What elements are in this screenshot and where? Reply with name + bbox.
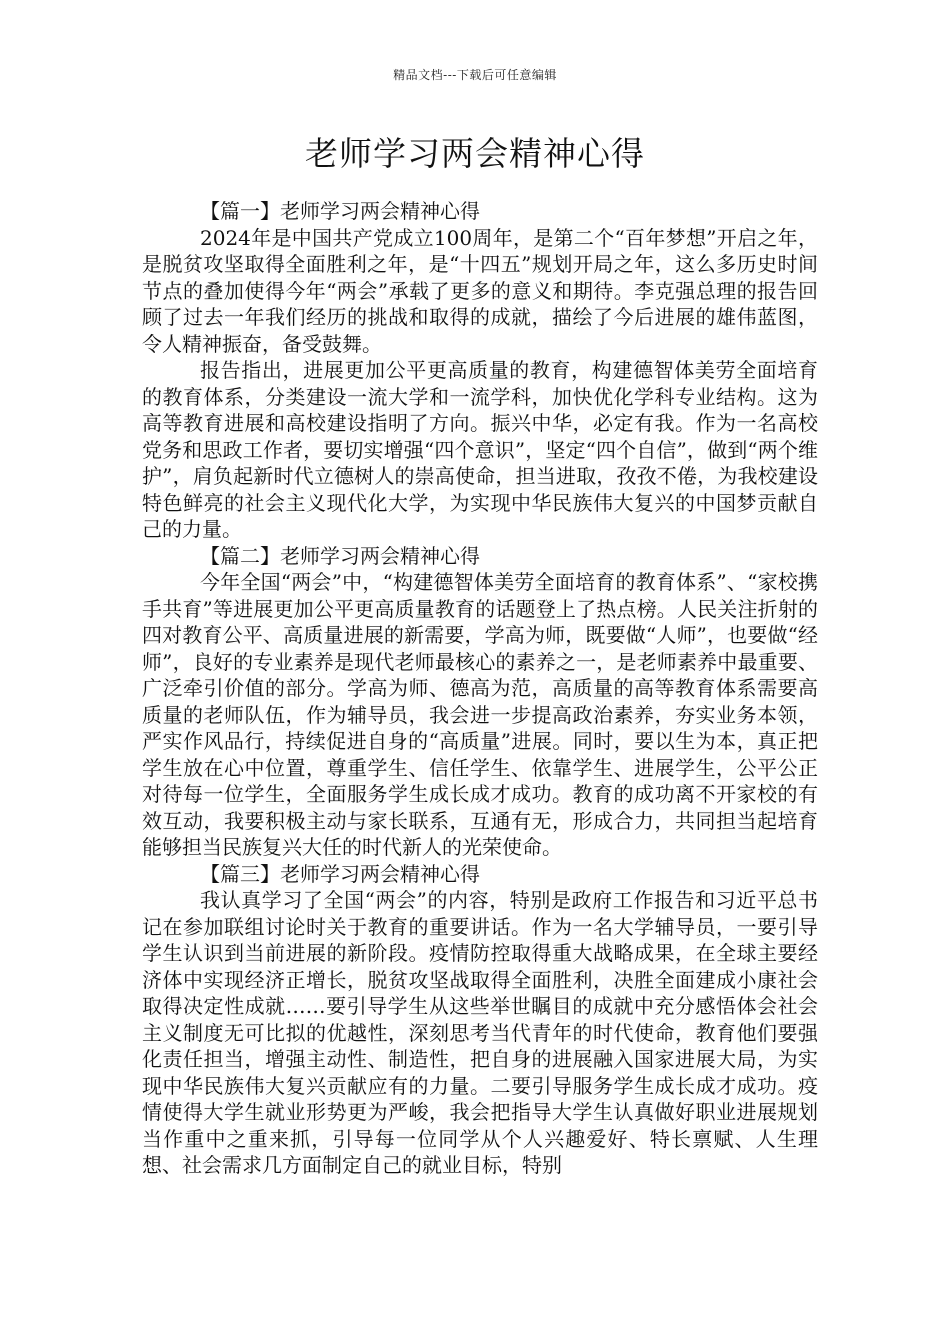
section-heading-3: 【篇三】老师学习两会精神心得 <box>200 861 480 886</box>
section-heading-1: 【篇一】老师学习两会精神心得 <box>200 199 480 223</box>
section-heading-2: 【篇二】老师学习两会精神心得 <box>200 543 480 568</box>
paragraph: 2024年是中国共产党成立100周年，是第二个“百年梦想”开启之年，是脱贫攻坚取得全面胜利之年，是“十四五”规划开局之年，这么多历史时间节点的叠加使得今年“两会”承载了更多的意义和期待。李克强总理的报告回顾了过去一年我们经历的挑战和取得的成就，描绘了今后进展的雄伟蓝图，令人精神振奋，备受鼓舞。 <box>142 225 818 356</box>
running-header: 精品文档---下载后可任意编辑 <box>393 68 557 82</box>
document-body <box>142 198 818 1179</box>
document-title: 老师学习两会精神心得 <box>305 134 645 173</box>
paragraph: 今年全国“两会”中，“构建德智体美劳全面培育的教育体系”、“家校携手共育”等进展更加公平更高质量教育的话题登上了热点榜。人民关注折射的四对教育公平、高质量进展的新需要，学高为师，既要做“人师”，也要做“经师”，良好的专业素养是现代老师最核心的素养之一，是老师素养中最重要、广泛牵引价值的部分。学高为师、德高为范，高质量的高等教育体系需要高质量的老师队伍，作为辅导员，我会进一步提高政治素养，夯实业务本领，严实作风品行，持续促进自身的“高质量”进展。同时，要以生为本，真正把学生放在心中位置，尊重学生、信任学生、依靠学生、进展学生，公平公正对待每一位学生，全面服务学生成长成才成功。教育的成功离不开家校的有效互动，我要积极主动与家长联系，互通有无，形成合力，共同担当起培育能够担当民族复兴大任的时代新人的光荣使命。 <box>142 570 818 859</box>
paragraph: 报告指出，进展更加公平更高质量的教育，构建德智体美劳全面培育的教育体系，分类建设一流大学和一流学科，加快优化学科专业结构。这为高等教育进展和高校建设指明了方向。振兴中华，必定有我。作为一名高校党务和思政工作者，要切实增强“四个意识”，坚定“四个自信”，做到“两个维护”，肩负起新时代立德树人的崇高使命，担当进取，孜孜不倦，为我校建设特色鲜亮的社会主义现代化大学，为实现中华民族伟大复兴的中国梦贡献自己的力量。 <box>142 358 818 541</box>
paragraph: 我认真学习了全国“两会”的内容，特别是政府工作报告和习近平总书记在参加联组讨论时关于教育的重要讲话。作为一名大学辅导员，一要引导学生认识到当前进展的新阶段。疫情防控取得重大战略成果，在全球主要经济体中实现经济正增长，脱贫攻坚战取得全面胜利，决胜全面建成小康社会取得决定性成就……要引导学生从这些举世瞩目的成就中充分感悟体会社会主义制度无可比拟的优越性，深刻思考当代青年的时代使命，教育他们要强化责任担当，增强主动性、制造性，把自身的进展融入国家进展大局，为实现中华民族伟大复兴贡献应有的力量。二要引导服务学生成长成才成功。疫情使得大学生就业形势更为严峻，我会把指导大学生认真做好职业进展规划当作重中之重来抓，引导每一位同学从个人兴趣爱好、特长禀赋、人生理想、社会需求几方面制定自己的就业目标，特别 <box>142 888 818 1177</box>
